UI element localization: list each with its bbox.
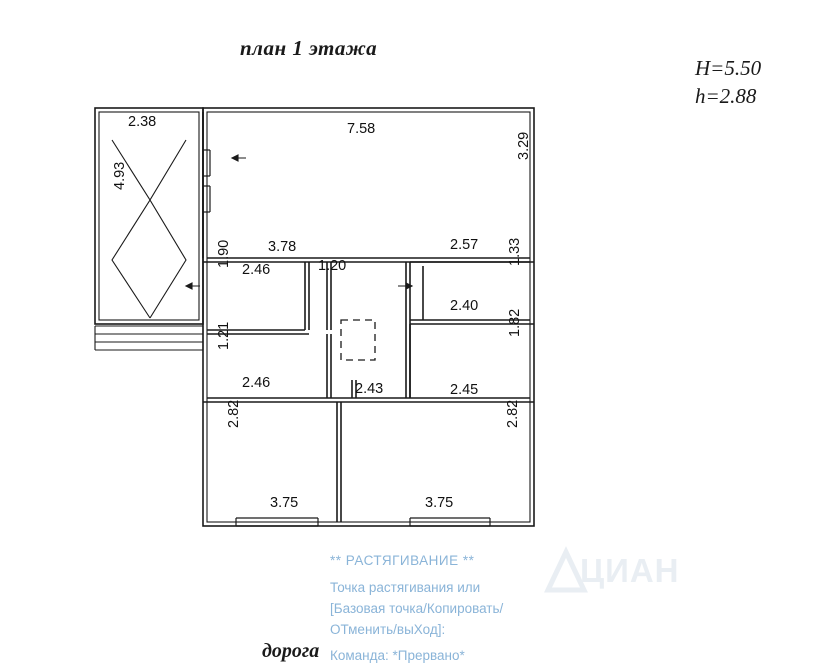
dim-room-c-width: 2.45 xyxy=(450,382,479,398)
cad-hint-line5: Команда: *Прервано* xyxy=(330,648,465,663)
cad-hint-line1: ** РАСТЯГИВАНИЕ ** xyxy=(330,553,475,568)
cad-hint-line4: ОТменить/выХод]: xyxy=(330,622,446,637)
dim-room-a-width: 2.46 xyxy=(242,262,271,278)
dim-bottom-left-width: 3.75 xyxy=(270,495,299,511)
dim-room-b-width: 2.46 xyxy=(242,375,271,391)
dim-bath-width: 2.57 xyxy=(450,237,479,253)
dim-corridor-width: 1.20 xyxy=(318,258,347,274)
dim-hall-width: 2.43 xyxy=(355,381,384,397)
dim-mid-left-width: 3.78 xyxy=(268,239,297,255)
dim-bottom-left-height: 2.82 xyxy=(226,399,242,428)
cad-hint-line3: [Базовая точка/Копировать/ xyxy=(330,601,504,616)
page-title: план 1 этажа xyxy=(240,36,378,60)
dim-bath-inner: 2.40 xyxy=(450,298,479,314)
dim-room-c-height: 1.82 xyxy=(507,308,523,337)
dim-terrace-width: 2.38 xyxy=(128,114,157,130)
cad-hint-line2: Точка растягивания или xyxy=(330,580,481,595)
road-label: дорога xyxy=(262,640,320,662)
height-ceiling-label: h=2.88 xyxy=(695,84,757,108)
dim-terrace-height: 4.93 xyxy=(112,161,128,190)
dim-bottom-right-height: 2.82 xyxy=(505,399,521,428)
dim-top-room-right: 3.29 xyxy=(516,131,532,160)
dim-bath-height: 1.33 xyxy=(507,237,523,266)
dim-left-small-height: 1.90 xyxy=(216,239,232,268)
dim-left-small-height-2: 1.21 xyxy=(216,321,232,350)
dim-top-room-width: 7.58 xyxy=(347,121,376,137)
watermark: ЦИАН xyxy=(580,552,680,589)
dim-bottom-right-width: 3.75 xyxy=(425,495,454,511)
height-total-label: H=5.50 xyxy=(695,56,762,80)
